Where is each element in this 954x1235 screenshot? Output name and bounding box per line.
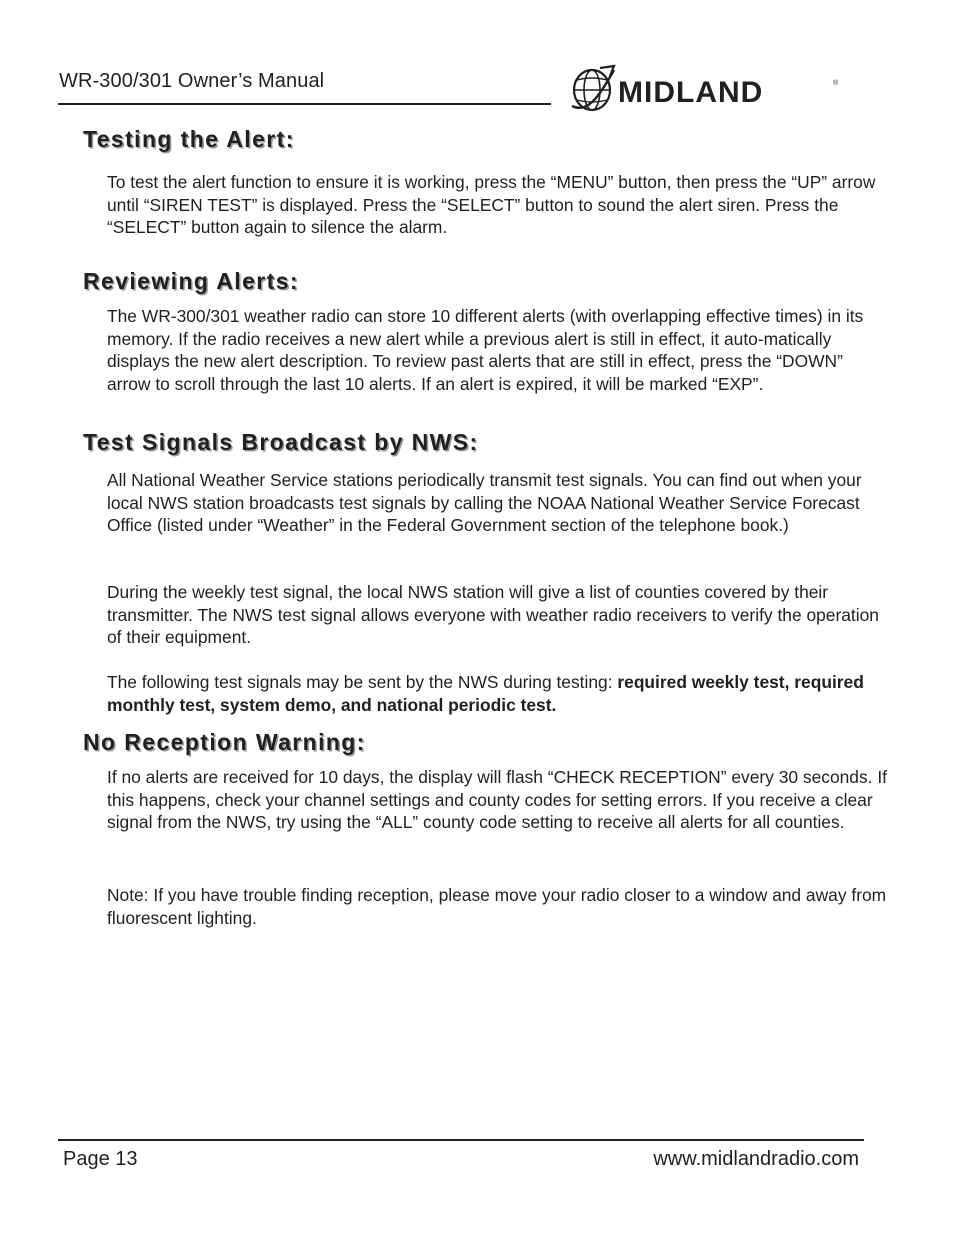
paragraph-no-reception-1: If no alerts are received for 10 days, the display will flash “CHECK RECEPTION” every 30 seconds. If this happens, check your channel settings and county codes for setting errors. If you receive a clear signal from the NWS, try using the “ALL” county code setting to receive all alerts for all counties. — [107, 767, 887, 832]
header-divider — [58, 103, 551, 105]
midland-logo — [570, 62, 842, 118]
heading-no-reception: No Reception Warning: — [83, 729, 366, 755]
paragraph-test-signals-2: During the weekly test signal, the local NWS station will give a list of counties covered by their transmitter. The NWS test signal allows everyone with weather radio receivers to verify the operation of their equipment. — [107, 582, 879, 647]
test-signals-intro: The following test signals may be sent by the NWS during testing: — [107, 672, 618, 692]
registered-mark: ® — [833, 80, 839, 87]
paragraph-no-reception-note: Note: If you have trouble finding reception, please move your radio closer to a window and away from fluorescent lighting. — [107, 885, 887, 928]
paragraph-testing-alert: To test the alert function to ensure it is working, press the “MENU” button, then press the “UP” arrow until “SIREN TEST” is displayed. Press the “SELECT” button to sound the alert siren. Press the “SELECT” button again to silence the alarm. — [107, 172, 876, 237]
website-url: www.midlandradio.com — [653, 1148, 859, 1170]
globe-icon — [570, 62, 616, 118]
heading-test-signals: Test Signals Broadcast by NWS: — [83, 429, 479, 455]
heading-testing-alert: Testing the Alert: — [83, 126, 295, 152]
paragraph-test-signals-3 — [107, 671, 891, 716]
footer-divider — [58, 1139, 864, 1141]
manual-title: WR-300/301 Owner’s Manual — [59, 70, 325, 92]
paragraph-test-signals-1: All National Weather Service stations periodically transmit test signals. You can find out when your local NWS station broadcasts test signals by calling the NOAA National Weather Service Forecast Office (listed under “Weather” in the Federal Government section of the telephone book.) — [107, 470, 862, 535]
paragraph-reviewing-alerts: The WR-300/301 weather radio can store 10 different alerts (with overlapping effective times) in its memory. If the radio receives a new alert while a previous alert is still in effect, it auto-matically displays the new alert description. To review past alerts that are still in effect, press the “DOWN” arrow to scroll through the last 10 alerts. If an alert is expired, it will be marked “EXP”. — [107, 306, 864, 394]
logo-wordmark: MIDLAND — [618, 76, 764, 109]
heading-reviewing-alerts: Reviewing Alerts: — [83, 268, 299, 294]
test-signals-list: required weekly test, required monthly test, system demo, and national periodic test. — [107, 672, 864, 715]
page-number: Page 13 — [63, 1148, 138, 1170]
